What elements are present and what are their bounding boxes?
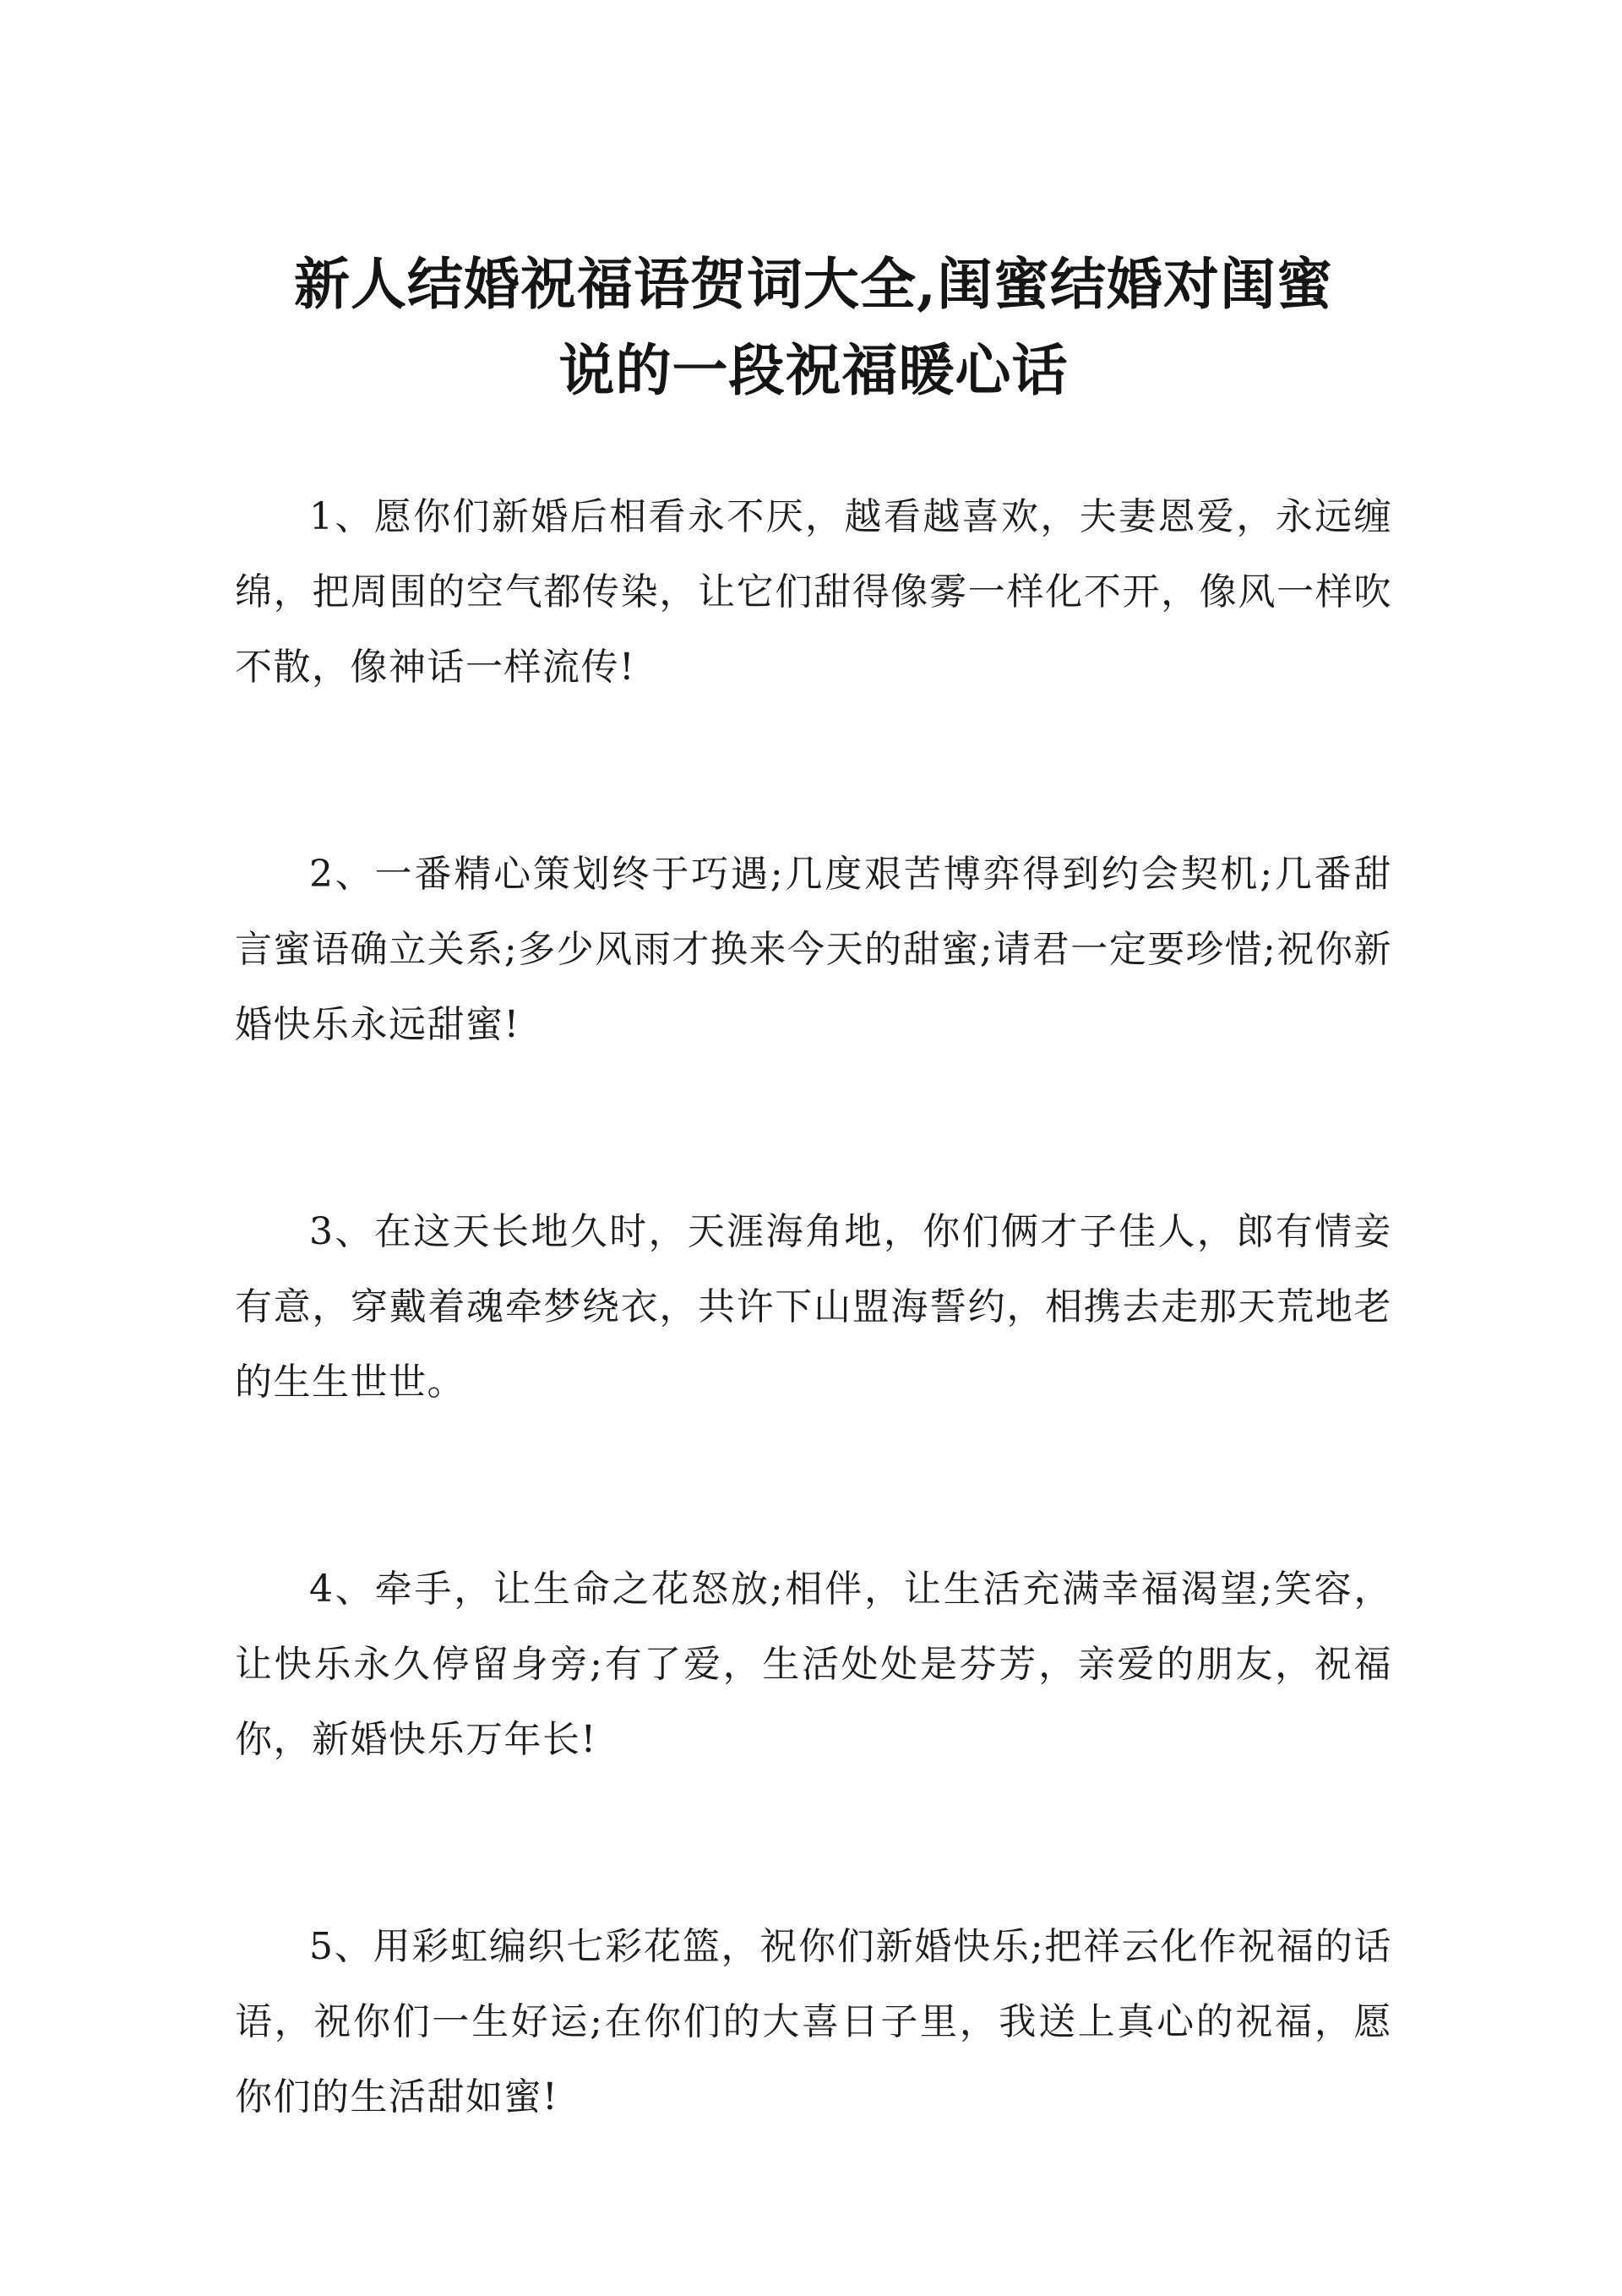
document-body (235, 479, 1392, 2135)
paragraph-3: 3、在这天长地久时，天涯海角地，你们俩才子佳人，郎有情妾有意，穿戴着魂牵梦绕衣，共许下山盟海誓约，相携去走那天荒地老的生生世世。 (235, 1210, 1392, 1404)
title-line-1: 新人结婚祝福语贺词大全,闺蜜结婚对闺蜜 (294, 251, 1333, 317)
title-line-2: 说的一段祝福暖心话 (558, 337, 1069, 403)
paragraph-5: 5、用彩虹编织七彩花篮，祝你们新婚快乐;把祥云化作祝福的话语，祝你们一生好运;在你们的大喜日子里，我送上真心的祝福，愿你们的生活甜如蜜! (235, 1925, 1392, 2119)
paragraph-2: 2、一番精心策划终于巧遇;几度艰苦博弈得到约会契机;几番甜言蜜语确立关系;多少风雨才换来今天的甜蜜;请君一定要珍惜;祝你新婚快乐永远甜蜜! (235, 853, 1392, 1046)
paragraph-4: 4、牵手，让生命之花怒放;相伴，让生活充满幸福渴望;笑容，让快乐永久停留身旁;有了爱，生活处处是芬芳，亲爱的朋友，祝福你，新婚快乐万年长! (235, 1568, 1392, 1761)
paragraph-1: 1、愿你们新婚后相看永不厌，越看越喜欢，夫妻恩爱，永远缠绵，把周围的空气都传染，让它们甜得像雾一样化不开，像风一样吹不散，像神话一样流传! (235, 495, 1392, 689)
document-title (235, 241, 1392, 413)
